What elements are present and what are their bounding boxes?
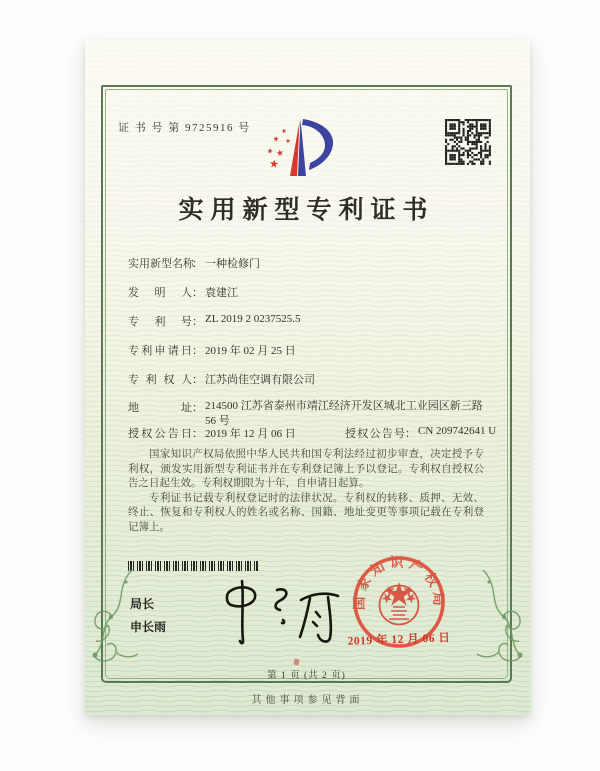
field-value: CN 209742641 U [418, 425, 497, 437]
back-side-note: 其他事项参见背面 [251, 695, 364, 706]
field-label: 发明人 [128, 287, 192, 299]
page-number: 第 1 页 (共 2 页) [267, 671, 346, 681]
legal-text [128, 448, 484, 536]
field-value: 2019 年 12 月 06 日 [205, 428, 296, 440]
field-label: 地址 [128, 402, 192, 414]
field-label: 专利权人 [128, 374, 192, 386]
certificate-number: 证 书 号 第 9725916 号 [118, 122, 251, 134]
field-address: 地址： 214500 江苏省泰州市靖江经济开发区城北工业园区新三路 56 号 [128, 399, 486, 429]
field-patent-number: 专利号： ZL 2019 2 0237525.5 [128, 313, 301, 328]
field-label: 授权公告日 [128, 428, 192, 440]
field-inventor: 发明人： 袁建江 [128, 284, 238, 300]
qr-code [445, 119, 491, 165]
director-name: 申长雨 [130, 620, 167, 634]
cnipa-patent-logo-icon [262, 113, 346, 181]
field-value: 2019 年 02 月 25 日 [205, 345, 296, 357]
field-grant-number: 授权公告号： CN 209742641 U [345, 425, 497, 440]
corner-flourish-icon [86, 564, 140, 684]
field-value: 一种检修门 [205, 258, 260, 270]
field-filing-date: 专利申请日： 2019 年 02 月 25 日 [128, 342, 296, 358]
field-grant-date: 授权公告日： 2019 年 12 月 06 日 授权公告号： CN 209742641 U [128, 425, 497, 440]
corner-flourish-icon [475, 564, 529, 684]
seal-arc-text: 国家知识产权局 [351, 554, 447, 611]
director-signature-icon [213, 578, 343, 646]
field-label: 专利号 [128, 316, 192, 328]
field-label: 实用新型名称 [128, 258, 194, 270]
seal-date: 2019 年 12 月 06 日 [347, 632, 451, 648]
field-value: 江苏尚佳空调有限公司 [205, 374, 315, 386]
field-value: 袁建江 [205, 287, 238, 299]
field-value: ZL 2019 2 0237525.5 [205, 313, 301, 325]
field-utility-model-name: 实用新型名称： 一种检修门 [128, 255, 260, 271]
svg-text:国家知识产权局 [351, 554, 446, 610]
field-patentee: 专利权人： 江苏尚佳空调有限公司 [128, 371, 315, 387]
barcode [128, 561, 258, 571]
director-title: 局长 [130, 597, 155, 611]
seal-ink-speck [293, 659, 299, 666]
legal-paragraph-2: 专利证书记载专利权登记时的法律状况。专利权的转移、质押、无效、终止、恢复和专利权人的姓名或名称、国籍、地址变更等事项记载在专利登记簿上。 [128, 492, 484, 533]
field-value: 214500 江苏省泰州市靖江经济开发区城北工业园区新三路 56 号 [205, 400, 483, 427]
certificate-title: 实用新型专利证书 [178, 197, 435, 224]
field-label: 授权公告号 [345, 428, 405, 440]
certificate-paper [85, 40, 530, 715]
field-label: 专利申请日 [128, 345, 192, 357]
legal-paragraph-1: 国家知识产权局依照中华人民共和国专利法经过初步审查，决定授予专利权，颁发实用新型专利证书并在专利登记簿上予以登记。专利权自授权公告之日起生效。专利权期限为十年，自申请日起算。 [128, 449, 484, 490]
